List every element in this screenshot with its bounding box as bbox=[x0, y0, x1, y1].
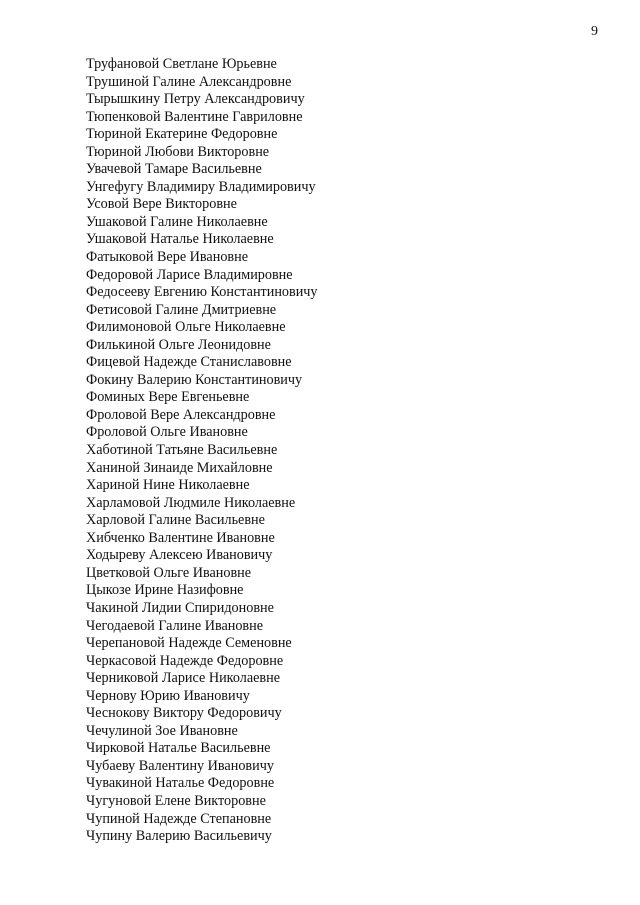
name-entry: Тюриной Екатерине Федоровне bbox=[86, 126, 278, 143]
name-entry: Хаботиной Татьяне Васильевне bbox=[86, 442, 278, 459]
name-entry: Чугуновой Елене Викторовне bbox=[86, 792, 266, 809]
name-entry: Ушаковой Наталье Николаевне bbox=[86, 231, 274, 248]
name-entry: Филимоновой Ольге Николаевне bbox=[86, 319, 286, 336]
name-entry: Цветковой Ольге Ивановне bbox=[86, 564, 252, 581]
name-entry: Федоровой Ларисе Владимировне bbox=[86, 266, 293, 283]
name-entry: Фоминых Вере Евгеньевне bbox=[86, 389, 250, 406]
name-entry: Чакиной Лидии Спиридоновне bbox=[86, 599, 274, 616]
name-entry: Чупину Валерию Васильевичу bbox=[86, 828, 272, 845]
name-entry: Ханиной Зинаиде Михайловне bbox=[86, 459, 273, 476]
name-entry: Черепановой Надежде Семеновне bbox=[86, 635, 292, 652]
name-entry: Усовой Вере Викторовне bbox=[86, 196, 237, 213]
name-entry: Цыкозе Ирине Назифовне bbox=[86, 582, 244, 599]
name-entry: Чечулиной Зое Ивановне bbox=[86, 722, 238, 739]
name-entry: Чирковой Наталье Васильевне bbox=[86, 740, 271, 757]
name-entry: Труфановой Светлане Юрьевне bbox=[86, 56, 277, 72]
name-entry: Ушаковой Галине Николаевне bbox=[86, 213, 268, 230]
name-entry: Тырышкину Петру Александровичу bbox=[86, 91, 305, 108]
name-entry: Чеснокову Виктору Федоровичу bbox=[86, 705, 282, 722]
name-entry: Черниковой Ларисе Николаевне bbox=[86, 670, 280, 687]
name-entry: Фицевой Надежде Станиславовне bbox=[86, 354, 292, 371]
name-entry: Хибченко Валентине Ивановне bbox=[86, 529, 275, 546]
name-entry: Федосееву Евгению Константиновичу bbox=[86, 284, 318, 301]
name-entry: Тюпенковой Валентине Гавриловне bbox=[86, 108, 303, 125]
name-entry: Фроловой Вере Александровне bbox=[86, 406, 276, 423]
name-entry: Харламовой Людмиле Николаевне bbox=[86, 494, 296, 511]
name-entry: Чувакиной Наталье Федоровне bbox=[86, 775, 275, 792]
name-entry: Харловой Галине Васильевне bbox=[86, 512, 265, 529]
name-entry: Фроловой Ольге Ивановне bbox=[86, 424, 248, 441]
name-entry: Фатыковой Вере Ивановне bbox=[86, 249, 248, 266]
name-entry: Чернову Юрию Ивановичу bbox=[86, 687, 250, 704]
name-entry: Фетисовой Галине Дмитриевне bbox=[86, 301, 277, 318]
name-entry: Трушиной Галине Александровне bbox=[86, 73, 292, 90]
page-number: 9 bbox=[591, 24, 598, 39]
name-entry: Тюриной Любови Викторовне bbox=[86, 143, 270, 160]
names-list bbox=[86, 56, 318, 846]
name-entry: Увачевой Тамаре Васильевне bbox=[86, 161, 262, 178]
name-entry: Фокину Валерию Константиновичу bbox=[86, 371, 303, 388]
name-entry: Чупиной Надежде Степановне bbox=[86, 810, 272, 827]
name-entry: Черкасовой Надежде Федоровне bbox=[86, 652, 284, 669]
name-entry: Чегодаевой Галине Ивановне bbox=[86, 617, 264, 634]
name-entry: Ходыреву Алексею Ивановичу bbox=[86, 547, 273, 564]
name-entry: Чубаеву Валентину Ивановичу bbox=[86, 757, 274, 774]
name-entry: Унгефугу Владимиру Владимировичу bbox=[86, 178, 316, 195]
name-entry: Филькиной Ольге Леонидовне bbox=[86, 336, 271, 353]
name-entry: Хариной Нине Николаевне bbox=[86, 477, 250, 494]
